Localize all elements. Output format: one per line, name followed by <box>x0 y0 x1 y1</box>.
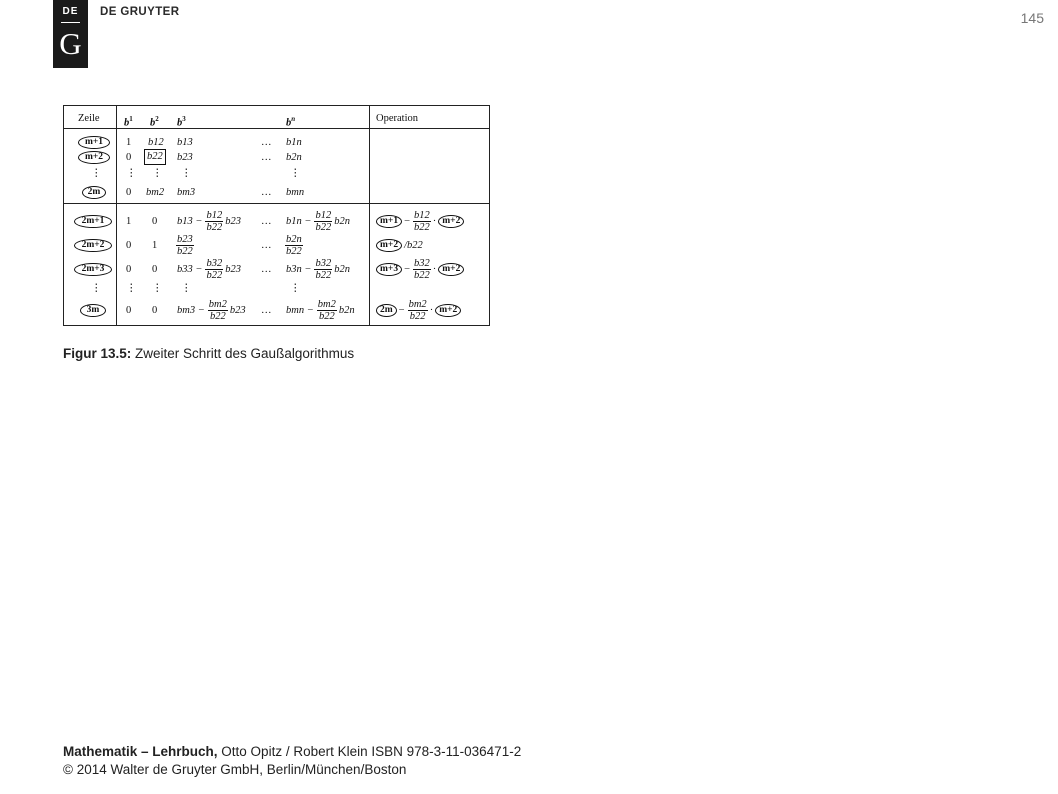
cell-value: 1 <box>152 240 158 251</box>
cell-expression: $\frac{b23}{b22}$ <box>177 233 193 257</box>
logo-g-letter: G <box>59 26 82 61</box>
book-title: Mathematik – Lehrbuch, <box>63 744 218 759</box>
figure-caption <box>63 346 354 361</box>
cell-value: 0 <box>152 264 158 275</box>
citation-line-1 <box>63 743 521 761</box>
cell-expression: b1n − $\frac{b12}{b22}$ b2n <box>286 209 350 233</box>
copyright-line: © 2014 Walter de Gruyter GmbH, Berlin/München/Boston <box>63 762 407 777</box>
cell-value: bm3 <box>177 187 196 198</box>
cell-expression: $\frac{b2n}{b22}$ <box>286 233 302 257</box>
vertical-dots: ⋮ <box>91 168 102 179</box>
cell-value: 1 <box>126 216 132 227</box>
header-b3: $b^3$ <box>177 115 186 129</box>
cell-value: 0 <box>126 305 132 316</box>
cell-expression: b13 − $\frac{b12}{b22}$ b23 <box>177 209 241 233</box>
cell-ellipsis: … <box>261 305 272 316</box>
header-b1: $b^1$ <box>124 115 133 129</box>
cell-value: b1n <box>286 137 302 148</box>
header-operation: Operation <box>376 113 418 124</box>
cell-ellipsis: … <box>261 264 272 275</box>
row-label-oval: m+1 <box>78 136 110 149</box>
vertical-dots: ⋮ <box>290 168 301 179</box>
operation-expression: 2m − $\frac{bm2}{b22}$ · m+2 <box>376 298 463 322</box>
brand-name: DE GRUYTER <box>100 6 180 18</box>
row-label-oval: 2m+2 <box>74 239 112 252</box>
cell-value: 0 <box>126 152 132 163</box>
cell-expression: bmn − $\frac{bm2}{b22}$ b2n <box>286 298 355 322</box>
row-label-oval: 2m <box>82 186 106 199</box>
vertical-dots: ⋮ <box>181 283 192 294</box>
operation-expression: m+2 /b22 <box>376 233 425 257</box>
book-authors-isbn: Otto Opitz / Robert Klein ISBN 978-3-11-036471-2 <box>217 744 522 759</box>
vertical-dots: ⋮ <box>152 283 163 294</box>
cell-expression: b3n − $\frac{b32}{b22}$ b2n <box>286 257 350 281</box>
pivot-element-box: b22 <box>144 149 166 165</box>
vertical-dots: ⋮ <box>126 168 137 179</box>
cell-value: 0 <box>126 240 132 251</box>
cell-expression: bm3 − $\frac{bm2}{b22}$ b23 <box>177 298 246 322</box>
cell-value: b23 <box>177 152 193 163</box>
cell-expression: b33 − $\frac{b32}{b22}$ b23 <box>177 257 241 281</box>
cell-value: 0 <box>152 216 158 227</box>
cell-ellipsis: … <box>261 137 272 148</box>
row-label-oval: 2m+1 <box>74 215 112 228</box>
row-label-oval: 2m+3 <box>74 263 112 276</box>
row-label-oval: 3m <box>80 304 106 317</box>
logo-de-text: DE <box>62 6 79 17</box>
cell-ellipsis: … <box>261 187 272 198</box>
cell-ellipsis: … <box>261 152 272 163</box>
logo-divider <box>61 22 80 23</box>
header-b2: $b^2$ <box>150 115 159 129</box>
vertical-dots: ⋮ <box>126 283 137 294</box>
cell-value: bm2 <box>146 187 165 198</box>
vertical-dots: ⋮ <box>152 168 163 179</box>
cell-value: 0 <box>152 305 158 316</box>
cell-ellipsis: … <box>261 240 272 251</box>
operation-expression: m+1 − $\frac{b12}{b22}$ · m+2 <box>376 209 466 233</box>
cell-value: 0 <box>126 264 132 275</box>
cell-value: b2n <box>286 152 302 163</box>
cell-value: 1 <box>126 137 132 148</box>
table-section-divider <box>64 203 489 204</box>
vertical-dots: ⋮ <box>91 283 102 294</box>
cell-value: 0 <box>126 187 132 198</box>
vertical-dots: ⋮ <box>181 168 192 179</box>
citation-footer <box>63 743 521 779</box>
cell-value: b13 <box>177 137 193 148</box>
row-label-oval: m+2 <box>78 151 110 164</box>
vertical-dots: ⋮ <box>290 283 301 294</box>
header-bn: $b^n$ <box>286 115 296 129</box>
cell-value: bmn <box>286 187 305 198</box>
operation-expression: m+3 − $\frac{b32}{b22}$ · m+2 <box>376 257 466 281</box>
publisher-logo <box>53 0 88 68</box>
cell-value: b12 <box>148 137 164 148</box>
header-zeile: Zeile <box>78 113 100 124</box>
caption-label: Figur 13.5: <box>63 346 132 361</box>
cell-ellipsis: … <box>261 216 272 227</box>
page-number: 145 <box>1020 10 1044 26</box>
table-col-divider <box>116 106 117 325</box>
caption-text: Zweiter Schritt des Gaußalgorithmus <box>131 346 355 361</box>
gauss-table-figure <box>63 105 490 326</box>
table-col-divider <box>369 106 370 325</box>
